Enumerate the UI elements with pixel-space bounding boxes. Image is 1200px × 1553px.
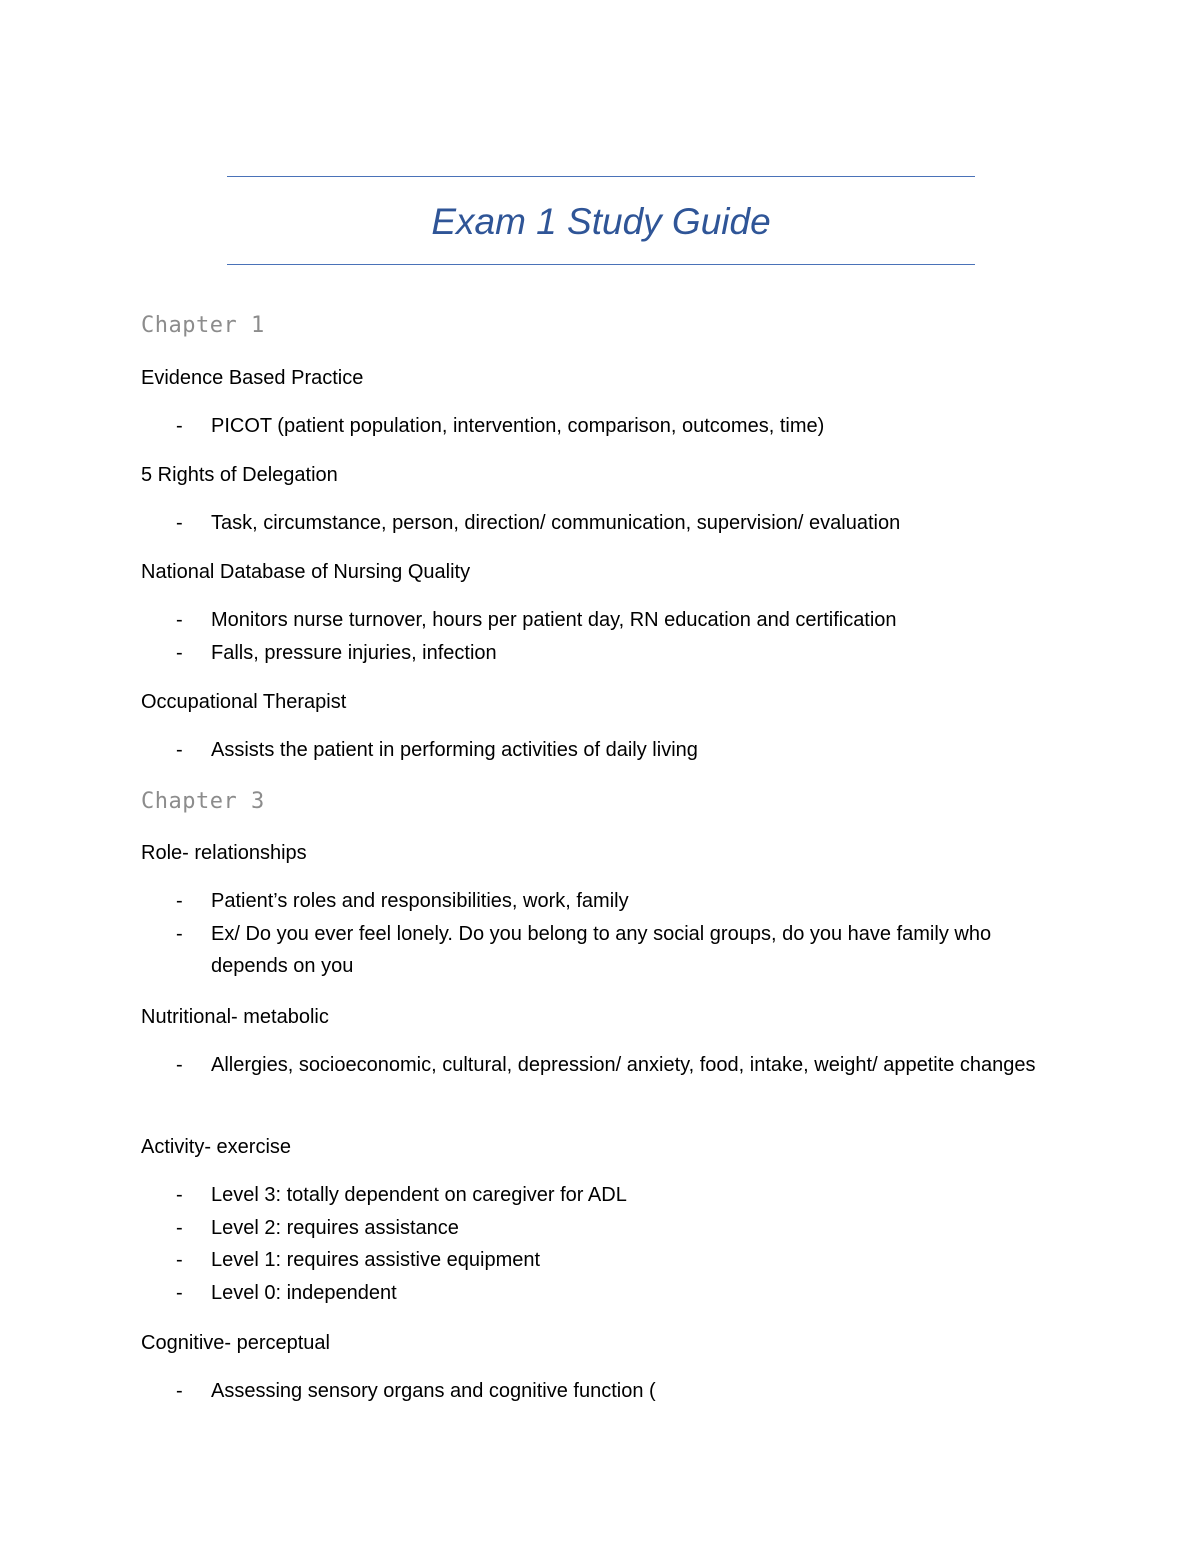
list-item — [141, 1049, 1061, 1082]
bullet-list — [141, 1049, 1061, 1082]
list-item — [141, 1277, 1061, 1310]
topic-heading: Activity- exercise — [141, 1136, 292, 1158]
topic-heading: 5 Rights of Delegation — [141, 464, 338, 486]
bullet-marker: - — [176, 890, 183, 912]
document-title: Exam 1 Study Guide — [431, 201, 771, 242]
bullet-marker: - — [176, 1054, 183, 1076]
list-item — [141, 410, 1061, 443]
list-item — [141, 604, 1061, 637]
bullet-marker: - — [176, 415, 183, 437]
bullet-marker: - — [176, 1281, 183, 1304]
bullet-text: Level 0: independent — [211, 1281, 397, 1304]
list-item — [141, 734, 1061, 767]
bullet-marker: - — [176, 1216, 183, 1239]
bullet-text: Monitors nurse turnover, hours per patient day, RN education and certification — [211, 609, 897, 631]
bullet-text: PICOT (patient population, intervention, comparison, outcomes, time) — [211, 415, 825, 437]
bullet-list — [141, 604, 1061, 669]
bullet-marker: - — [176, 641, 183, 664]
bullet-list — [141, 410, 1061, 443]
bullet-text: Assists the patient in performing activities of daily living — [211, 739, 698, 761]
list-item — [141, 1375, 1061, 1408]
topic-heading: Role- relationships — [141, 842, 307, 864]
bullet-list — [141, 507, 1061, 540]
bullet-text: Falls, pressure injuries, infection — [211, 641, 497, 664]
bullet-marker: - — [176, 1249, 183, 1271]
bullet-marker: - — [176, 922, 183, 945]
bullet-text: Task, circumstance, person, direction/ communication, supervision/ evaluation — [211, 512, 901, 534]
title-bottom-rule — [227, 264, 975, 265]
list-item — [141, 1244, 1061, 1277]
bullet-text: Ex/ Do you ever feel lonely. Do you belong to any social groups, do you have family who depends on you — [211, 922, 992, 977]
bullet-list — [141, 1375, 1061, 1408]
bullet-text: Level 3: totally dependent on caregiver for ADL — [211, 1184, 627, 1206]
bullet-text: Level 2: requires assistance — [211, 1216, 459, 1239]
topic-heading: Cognitive- perceptual — [141, 1332, 330, 1354]
bullet-text: Level 1: requires assistive equipment — [211, 1249, 541, 1271]
topic-heading: National Database of Nursing Quality — [141, 561, 471, 583]
chapter-heading: Chapter 1 — [141, 313, 265, 338]
list-item — [141, 918, 1061, 983]
bullet-marker: - — [176, 739, 183, 761]
list-item — [141, 637, 1061, 670]
list-item — [141, 885, 1061, 918]
chapter-heading: Chapter 3 — [141, 789, 265, 814]
list-item — [141, 1179, 1061, 1212]
title-top-rule — [227, 176, 975, 177]
bullet-marker: - — [176, 609, 183, 631]
list-item — [141, 507, 1061, 540]
bullet-text: Patient’s roles and responsibilities, work, family — [211, 890, 629, 912]
bullet-list — [141, 734, 1061, 767]
bullet-marker: - — [176, 1380, 183, 1402]
bullet-text: Allergies, socioeconomic, cultural, depression/ anxiety, food, intake, weight/ appetite changes — [211, 1054, 1036, 1076]
bullet-text: Assessing sensory organs and cognitive function ( — [211, 1380, 656, 1402]
bullet-list — [141, 885, 1061, 983]
topic-heading: Nutritional- metabolic — [141, 1006, 329, 1028]
bullet-marker: - — [176, 1184, 183, 1206]
topic-heading: Evidence Based Practice — [141, 367, 364, 389]
bullet-marker: - — [176, 512, 183, 534]
bullet-list — [141, 1179, 1061, 1309]
topic-heading: Occupational Therapist — [141, 691, 347, 713]
list-item — [141, 1212, 1061, 1245]
